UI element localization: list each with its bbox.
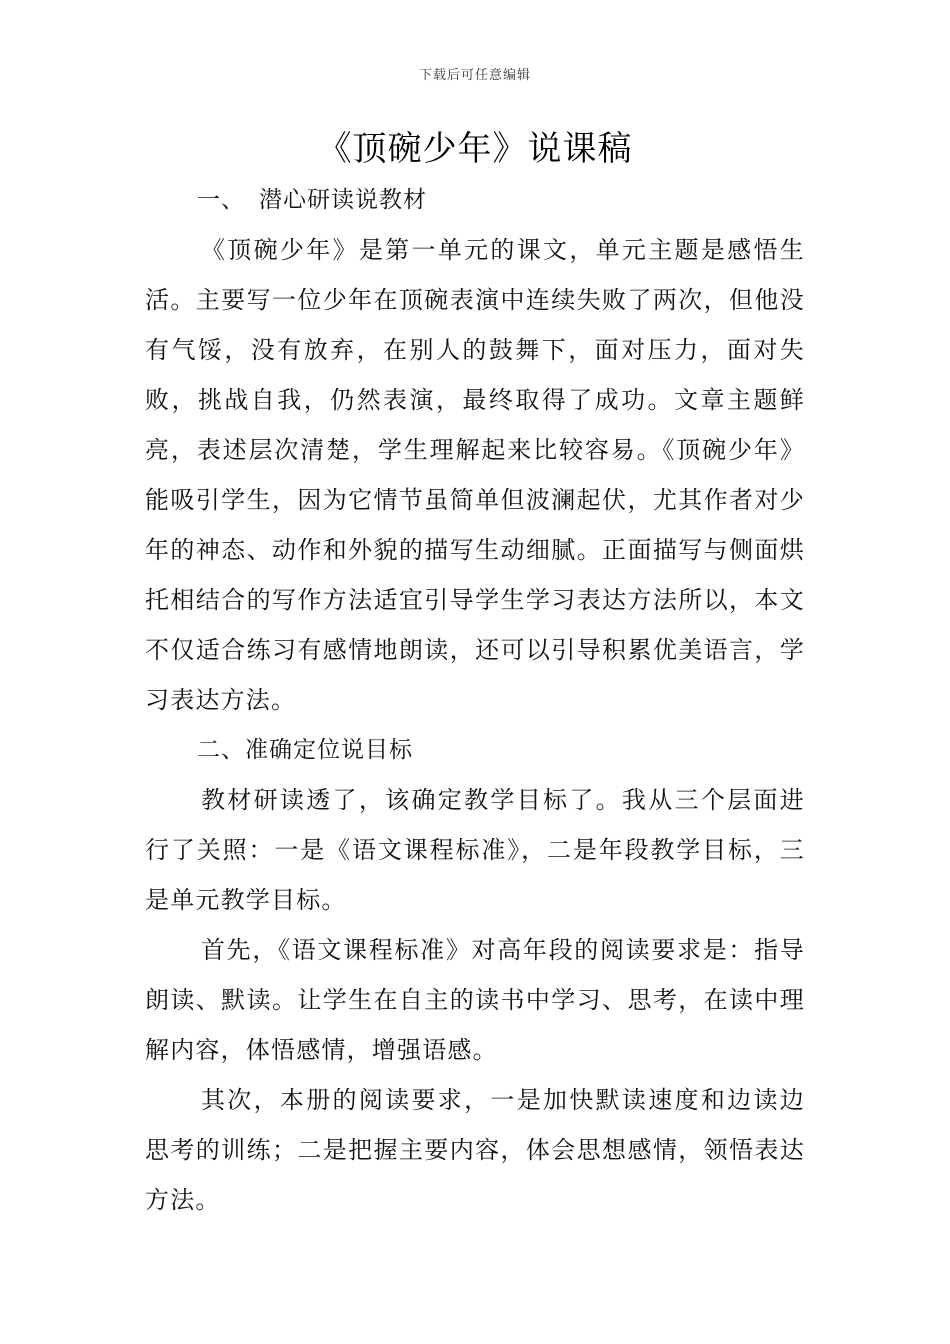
paragraph: 其次，本册的阅读要求，一是加快默读速度和边读边思考的训练；二是把握主要内容，体会思想感情，领悟表达方法。 [145, 1086, 805, 1214]
paragraph: 《顶碗少年》是第一单元的课文，单元主题是感悟生活。主要写一位少年在顶碗表演中连续失败了两次，但他没有气馁，没有放弃，在别人的鼓舞下，面对压力，面对失败，挑战自我，仍然表演，最终取得了成功。文章主题鲜亮，表述层次清楚，学生理解起来比较容易。《顶碗少年》能吸引学生，因为它情节虽简单但波澜起伏，尤其作者对少年的神态、动作和外貌的描写生动细腻。正面描写与侧面烘托相结合的写作方法适宜引导学生学习表达方法所以，本文不仅适合练习有感情地朗读，还可以引导积累优美语言，学习表达方法。 [145, 236, 805, 714]
section-heading-text: 潜心研读说教材 [259, 187, 427, 213]
page-header-note: 下载后可任意编辑 [418, 68, 531, 83]
document-title: 《顶碗少年》说课稿 [317, 129, 633, 169]
section-heading-2 [145, 725, 805, 775]
section-heading-number: 一、 [197, 187, 245, 213]
paragraph: 教材研读透了，该确定教学目标了。我从三个层面进行了关照：一是《语文课程标准》，二是年段教学目标，三是单元教学目标。 [145, 786, 805, 914]
document-body [145, 175, 805, 1225]
section-heading-1 [145, 175, 805, 225]
paragraph: 首先，《语文课程标准》对高年段的阅读要求是：指导朗读、默读。让学生在自主的读书中学习、思考，在读中理解内容，体悟感情，增强语感。 [145, 936, 805, 1064]
section-heading-text: 二、准确定位说目标 [197, 737, 413, 763]
